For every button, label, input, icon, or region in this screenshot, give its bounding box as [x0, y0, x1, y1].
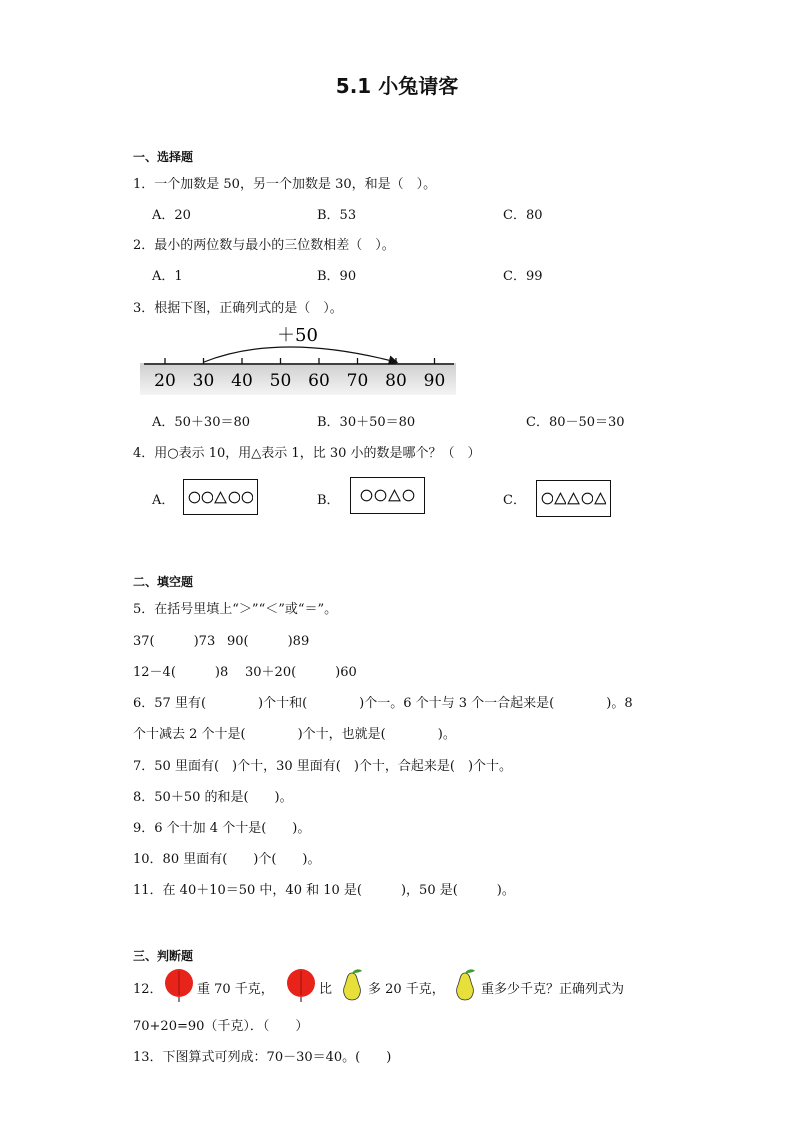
- question-12-text-1: 重 70 千克，: [197, 982, 274, 997]
- circle-shape-icon: [201, 491, 213, 504]
- apple-icon: [285, 967, 317, 1003]
- number-line-tick-label: 70: [346, 371, 369, 391]
- question-5: 5．在括号里填上“＞”“＜”或“＝”。: [133, 602, 338, 617]
- page-title: 5.1 小兔请客: [335, 74, 459, 98]
- question-6-line-1: 6．57 里有( )个十和( )个一。6 个十与 3 个一合起来是( )。8: [133, 696, 633, 711]
- q3-option-b: B．30＋50＝80: [317, 415, 416, 430]
- triangle-shape-icon: [554, 492, 566, 505]
- pear-icon: [338, 967, 366, 1003]
- circle-shape-icon: [374, 489, 387, 502]
- question-1: 1．一个加数是 50，另一个加数是 30，和是（ ）。: [133, 177, 437, 192]
- q2-option-c: C．99: [503, 269, 543, 284]
- question-8: 8．50＋50 的和是( )。: [133, 790, 293, 805]
- question-6-line-2: 个十减去 2 个十是( )个十，也就是( )。: [133, 727, 456, 742]
- number-line-tick-label: 60: [308, 371, 330, 391]
- number-line-tick-label: 30: [192, 371, 215, 391]
- q1-option-a: A．20: [152, 208, 191, 223]
- q2-option-b: B．90: [317, 269, 357, 284]
- jump-label: ＋50: [277, 325, 318, 346]
- q5-item-4: 30＋20( )60: [245, 665, 357, 680]
- question-12-line-2: 70+20=90（千克）．（ ）: [133, 1019, 309, 1034]
- circle-shape-icon: [228, 491, 240, 504]
- question-13: 13．下图算式可列成：70－30＝40。( ): [133, 1050, 392, 1065]
- circle-shape-icon: [241, 491, 253, 504]
- circle-shape-icon: [360, 489, 373, 502]
- section-heading-choice: 一、选择题: [133, 150, 194, 164]
- question-10: 10．80 里面有( )个( )。: [133, 852, 321, 867]
- section-heading-fill: 二、填空题: [133, 575, 194, 589]
- question-9: 9．6 个十加 4 个十是( )。: [133, 821, 311, 836]
- question-12-text-4: 重多少千克？正确列式为: [481, 982, 625, 997]
- circle-shape-icon: [581, 492, 593, 505]
- circle-shape-icon: [541, 492, 553, 505]
- pear-icon: [451, 967, 479, 1003]
- number-line-tick-label: 20: [154, 371, 176, 391]
- q4-shapes-a: [183, 479, 258, 515]
- triangle-shape-icon: [567, 492, 579, 505]
- q5-item-3: 12－4( )8: [133, 665, 229, 680]
- q4-option-b: B．: [317, 493, 340, 508]
- q1-option-b: B．53: [317, 208, 357, 223]
- apple-icon: [163, 967, 195, 1003]
- q4-shapes-b: [350, 477, 425, 514]
- number-line-tick-label: 40: [231, 371, 253, 391]
- number-line-band: [140, 363, 456, 395]
- q1-option-c: C．80: [503, 208, 543, 223]
- q4-shapes-c: [536, 480, 611, 517]
- q4-option-a: A．: [152, 493, 175, 508]
- question-12-text-3: 多 20 千克，: [368, 982, 445, 997]
- q5-item-2: 90( )89: [227, 634, 310, 649]
- question-11: 11．在 40＋10＝50 中，40 和 10 是( )，50 是( )。: [133, 883, 515, 898]
- q3-option-c: C．80－50＝30: [526, 415, 625, 430]
- question-12-number: 12．: [133, 982, 163, 997]
- jump-arrow: [204, 347, 396, 362]
- triangle-shape-icon: [388, 489, 401, 502]
- question-2: 2．最小的两位数与最小的三位数相差（ ）。: [133, 238, 395, 253]
- triangle-shape-icon: [594, 492, 606, 505]
- q5-item-1: 37( )73: [133, 634, 216, 649]
- q2-option-a: A．1: [152, 269, 183, 284]
- question-7: 7．50 里面有( )个十，30 里面有( )个十，合起来是( )个十。: [133, 759, 513, 774]
- number-line-figure: [140, 320, 460, 400]
- number-line-tick-label: 50: [269, 371, 292, 391]
- number-line-tick-label: 80: [385, 371, 407, 391]
- question-3: 3．根据下图，正确列式的是（ ）。: [133, 301, 343, 316]
- q4-option-c: C．: [503, 493, 526, 508]
- circle-shape-icon: [188, 491, 200, 504]
- circle-shape-icon: [402, 489, 415, 502]
- triangle-shape-icon: [214, 491, 226, 504]
- question-4: 4．用○表示 10，用△表示 1，比 30 小的数是哪个？（ ）: [133, 446, 481, 461]
- q3-option-a: A．50＋30＝80: [152, 415, 251, 430]
- section-heading-judge: 三、判断题: [133, 949, 194, 963]
- number-line-tick-label: 90: [423, 371, 446, 391]
- question-12-text-2: 比: [319, 982, 333, 997]
